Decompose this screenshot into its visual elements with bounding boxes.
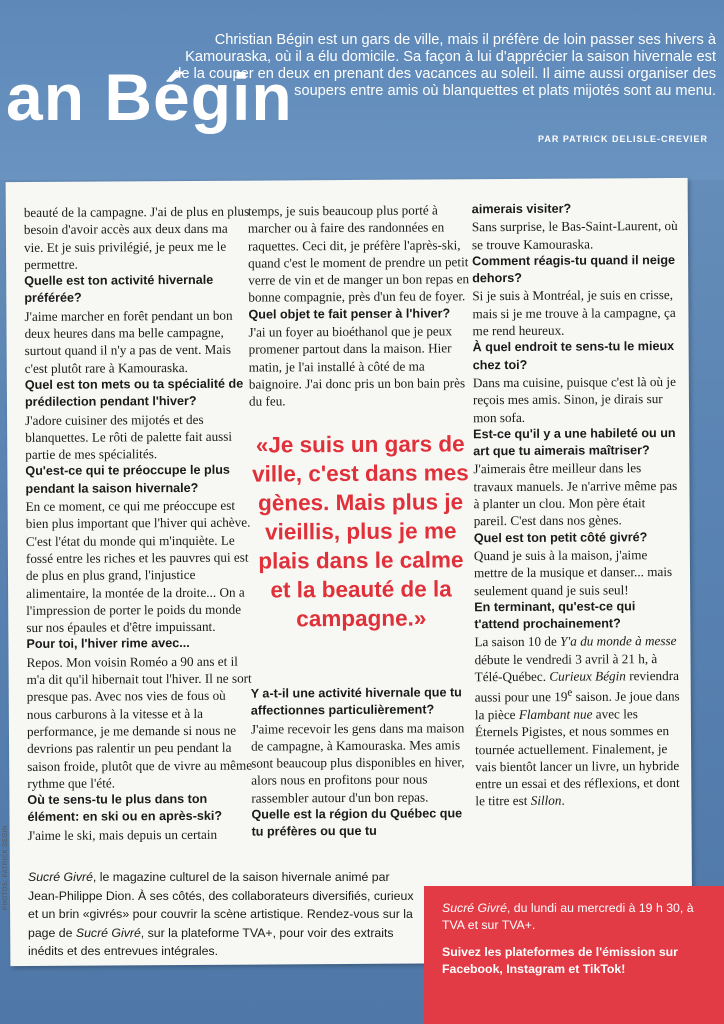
answer-text-final: La saison 10 de Y'a du monde à messe débute le vendredi 3 avril à 21 h, à Télé-Québec. Curieux Bégin reviendra aussi pour une 19e saison. Je joue dans la pièce Flambant nue avec les Éternels Pigistes, et nous sommes en tournée actuellement. Finalement, je vais bientôt lancer un livre, un hybride entre un essai et des réflexions, et dont le titre est Sillon. xyxy=(474,633,680,809)
question-heading: Où te sens-tu le plus dans ton élément: en ski ou en après-ski? xyxy=(27,791,223,825)
column-2 xyxy=(248,201,473,410)
answer-text: Sans surprise, le Bas-Saint-Laurent, où se trouve Kamouraska. xyxy=(471,218,678,252)
schedule-text: Sucré Givré, du lundi au mercredi à 19 h 30, à TVA et sur TVA+. xyxy=(442,901,694,932)
social-follow-text: Suivez les plateformes de l'émission sur Facebook, Instagram et TikTok! xyxy=(442,945,678,976)
question-heading: Comment réagis-tu quand il neige dehors? xyxy=(472,252,676,286)
question-heading: Quel objet te fait penser à l'hiver? xyxy=(248,306,451,322)
broadcast-info-box xyxy=(424,886,724,1024)
question-heading: Qu'est-ce qui te préoccupe le plus pendant la saison hivernale? xyxy=(25,463,230,496)
question-heading: Pour toi, l'hiver rime avec... xyxy=(26,636,190,652)
show-name: Sucré Givré xyxy=(28,870,93,884)
play-title: Flambant nue xyxy=(518,706,593,722)
question-heading: Quel est ton mets ou ta spécialité de prédilection pendant l'hiver? xyxy=(24,376,244,410)
column-1 xyxy=(24,203,254,844)
question-heading: En terminant, qu'est-ce qui t'attend prochainement? xyxy=(474,599,636,632)
answer-text: J'ai un foyer au bioéthanol que je peux promener partout dans la maison. Hier matin, je l'ai installé à côté de ma baignoire. J'ai donc pris un bon bain près du feu. xyxy=(248,323,466,409)
article-page xyxy=(6,178,693,966)
intro-paragraph: Christian Bégin est un gars de ville, mais il préfère de loin passer ses hivers à Kamouraska, où il a élu domicile. Sa façon à lui d'apprécier la saison hivernale est de la couper en deux en prenant des vacances au soleil. Il aime aussi organiser des soupers entre amis où blanquettes et plats mijotés sont au menu. xyxy=(173,32,716,99)
answer-text: J'adore cuisiner des mijotés et des blanquettes. Le rôti de palette fait aussi partie de mes spécialités. xyxy=(25,411,233,463)
pull-quote: «Je suis un gars de ville, c'est dans mes gènes. Mais plus je vieillis, plus je me plais dans le calme et la beauté de la campagne.» xyxy=(251,431,469,632)
question-heading: Quel est ton petit côté givré? xyxy=(473,529,648,545)
question-heading: Est-ce qu'il y a une habileté ou un art que tu aimerais maîtriser? xyxy=(473,425,676,459)
byline: PAR PATRICK DELISLE-CREVIER xyxy=(537,134,708,144)
answer-text: temps, je suis beaucoup plus porté à marcher ou à faire des randonnées en raquettes. Ceci dit, je préfère l'après-ski, quand c'est le moment de prendre un petit verre de vin et de manger un bon repas en bonne compagnie, près d'un feu de foyer. xyxy=(247,202,470,306)
answer-text: J'aime marcher en forêt pendant un bon deux heures dans ma belle campagne, surtout quand il n'y a pas de vent. Mais c'est plutôt rare à Kamouraska. xyxy=(24,307,233,376)
column-3 xyxy=(472,200,682,810)
answer-text: beauté de la campagne. J'ai de plus en plus besoin d'avoir accès aux deux dans ma vie. Et je suis privilégié, je peux me le permettre. xyxy=(23,203,250,272)
answer-text: Si je suis à Montréal, je suis en crisse, mais si je me trouve à la campagne, ça me rend heureux. xyxy=(472,287,676,339)
column-2-lower xyxy=(251,684,476,841)
answer-text: J'aime le ski, mais depuis un certain xyxy=(27,826,218,843)
answer-text: Repos. Mon voisin Roméo a 90 ans et il m'a dit qu'il hibernait tout l'hiver. Il ne sort presque pas. Avec nos vies de fous où nous carburons à la vitesse et à la performance, je me demande si nous ne devrions pas ralentir un peu pendant la saison froide, plutôt que de vivre au même rythme que l'été. xyxy=(26,653,253,791)
answer-text: En ce moment, ce qui me préoccupe est bien plus important que l'hiver qui achève. C'est l'état du monde qui m'inquiète. Le fossé entre les riches et les pauvres qui est de plus en plus grand, l'injustice alimentaire, la montée de la droite... On a l'impression de porter le poids du monde sur nos épaules et d'être impuissant. xyxy=(25,497,251,636)
question-heading: aimerais visiter? xyxy=(471,201,572,217)
photo-credit: PHOTOS: PATRICK DEGIN xyxy=(3,825,9,910)
book-title: Sillon xyxy=(530,793,562,809)
show-title: Y'a du monde à messe xyxy=(560,633,677,650)
show-name: Sucré Givré xyxy=(442,901,507,915)
show-title: Curieux Bégin xyxy=(549,668,626,684)
question-heading: Quelle est la région du Québec que tu préfères ou que tu xyxy=(251,806,463,839)
question-heading: Quelle est ton activité hivernale préférée? xyxy=(24,273,214,306)
answer-text: J'aime recevoir les gens dans ma maison de campagne, à Kamouraska. Mes amis sont beaucoup plus disponibles en hiver, alors nous en profitons pour nous rassembler autour d'un bon repas. xyxy=(250,719,465,806)
show-blurb: Sucré Givré, le magazine culturel de la saison hivernale animé par Jean-Philippe Dion. À ses côtés, des collaborateurs diversifiés, curieux et un brin «givrés» pour couvrir la scène artistique. Rendez-vous sur la page de Sucré Givré, sur la plateforme TVA+, pour voir des extraits inédits et des entrevues intégrales. xyxy=(28,870,414,959)
show-name: Sucré Givré xyxy=(75,925,141,940)
answer-text: Dans ma cuisine, puisque c'est là où je reçois mes amis. Sinon, je dirais sur mon sofa. xyxy=(472,373,676,425)
answer-text: J'aimerais être meilleur dans les travaux manuels. Je n'arrive même pas à planter un clou. Mon père était pareil. C'est dans nos gènes. xyxy=(473,460,678,529)
question-heading: Y a-t-il une activité hivernale que tu affectionnes particulièrement? xyxy=(250,685,462,718)
answer-text: Quand je suis à la maison, j'aime mettre de la musique et danser... mais seulement quand je suis seul! xyxy=(473,547,673,598)
headline-name: an Bégin xyxy=(6,60,293,134)
question-heading: À quel endroit te sens-tu le mieux chez toi? xyxy=(472,339,675,372)
